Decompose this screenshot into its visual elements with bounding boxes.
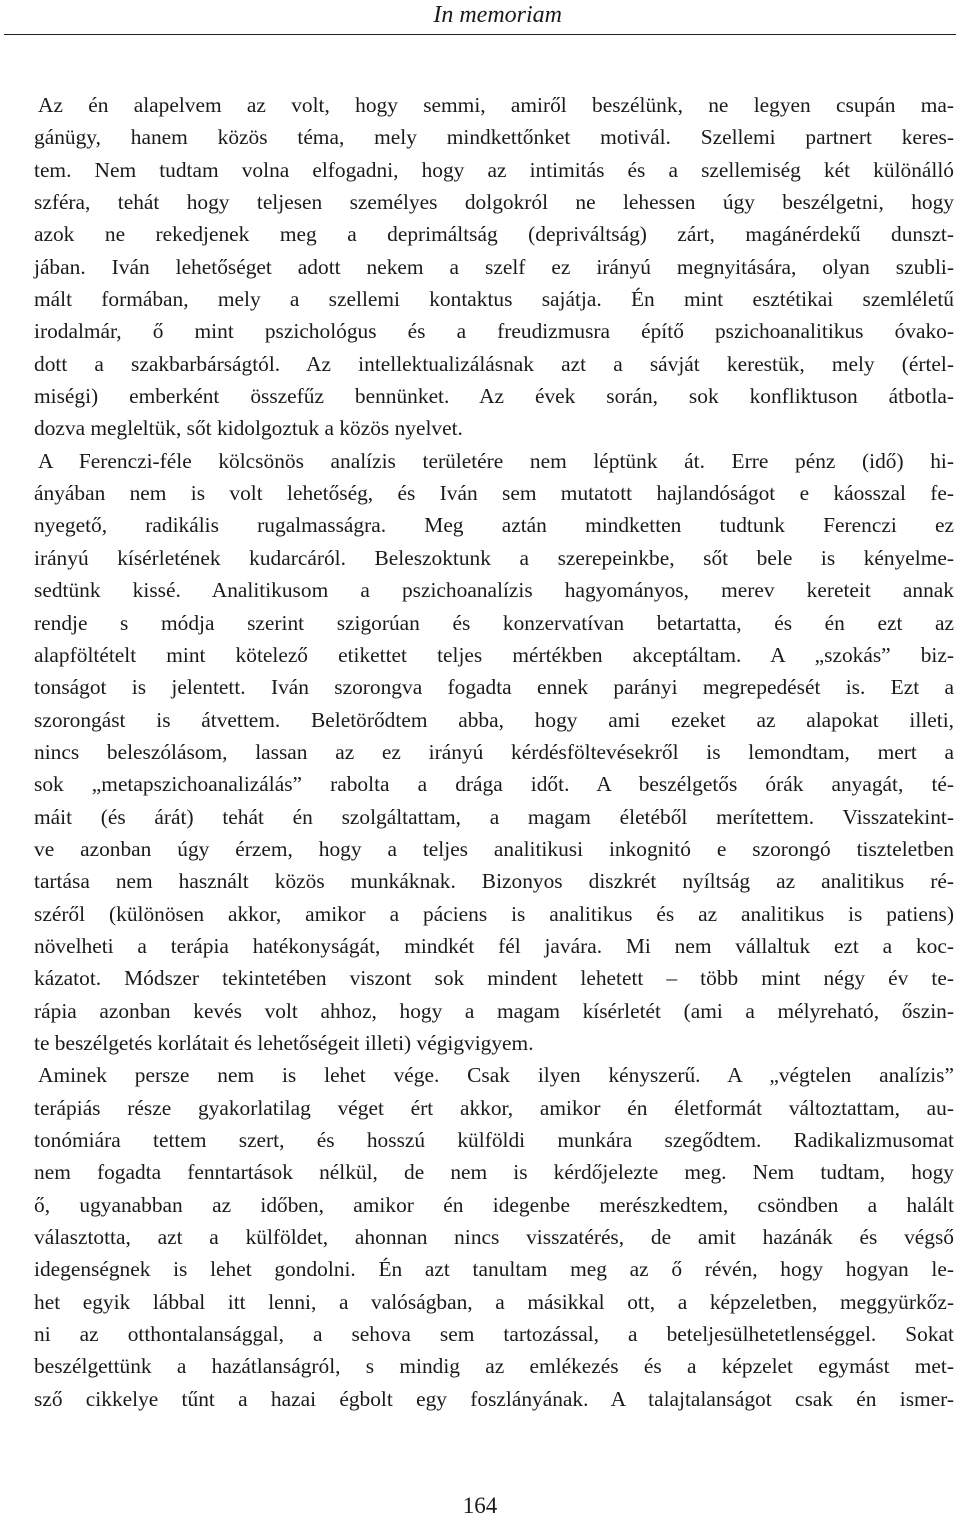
page-number: 164 — [462, 1493, 498, 1518]
running-head — [0, 0, 960, 36]
text-line: alapföltételt mint kötelező etikettet teljes mértékben akceptáltam. A „szokás” biz- — [34, 642, 954, 667]
text-line: azok ne rekedjenek meg a deprimáltság (depriváltság) zárt, magánérdekű dunszt- — [34, 222, 954, 247]
text-line: het egyik lábbal itt lenni, a valóságban, a másikkal ott, a képzeletben, meggyürkőz- — [34, 1289, 954, 1314]
text-line: beszélgettünk a hazátlanságról, s mindig az emlékezés és a képzelet egymást met- — [34, 1354, 954, 1379]
text-line: növelheti a terápia hatékonyságát, mindkét fél javára. Mi nem vállaltuk ezt a koc- — [34, 933, 954, 958]
text-line: nyegető, radikális rugalmasságra. Meg aztán mindketten tudtunk Ferenczi ez — [34, 513, 954, 538]
text-line: nincs beleszólásom, lassan az ez irányú kérdésföltevésekről is lemondtam, mert a — [34, 739, 954, 764]
text-line: ő, ugyanabban az időben, amikor én idegenbe merészkedtem, csöndben a halált — [34, 1192, 954, 1217]
text-line: tartása nem használt közös munkáknak. Bizonyos diszkrét nyíltság az analitikus ré- — [34, 869, 954, 894]
text-line: sedtünk kissé. Analitikusom a pszichoanalízis hagyományos, merev kereteit annak — [34, 578, 954, 603]
text-line: nem fogadta fenntartások nélkül, de nem is kérdőjelezte meg. Nem tudtam, hogy — [34, 1160, 954, 1185]
text-line: jában. Iván lehetőséget adott nekem a szelf ez irányú megnyitására, olyan szubli- — [34, 254, 954, 279]
text-line: A Ferenczi-féle kölcsönös analízis területére nem léptünk át. Erre pénz (idő) hi- — [38, 448, 954, 473]
text-line: ni az otthontalansággal, a sehova sem tartozással, a beteljesülhetetlenséggel. Sokat — [34, 1322, 954, 1347]
text-line: tem. Nem tudtam volna elfogadni, hogy az intimitás és a szellemiség két különálló — [34, 157, 954, 182]
text-line: rápia azonban kevés volt ahhoz, hogy a magam kísérletét (ami a mélyreható, őszin- — [34, 998, 954, 1023]
text-line: ve azonban úgy érzem, hogy a teljes analitikusi inkognitó e szorongó tiszteletben — [34, 836, 954, 861]
text-line: te beszélgetés korlátait és lehetőségeit illeti) végigvigyem. — [34, 1030, 534, 1055]
text-line: dott a szakbarbárságtól. Az intellektualizálásnak azt a sávját kerestük, mely (értel- — [34, 351, 954, 376]
text-line: idegenségnek is lehet gondolni. Én azt tanultam meg az ő révén, hogy hogyan le- — [34, 1257, 954, 1282]
paragraph-2 — [34, 445, 954, 1060]
running-head-title: In memoriam — [433, 2, 562, 28]
text-line: tonságot is jelentett. Iván szorongva fogadta ennek parányi megrepedését is. Ezt a — [34, 675, 954, 700]
text-line: kázatot. Módszer tekintetében viszont sok mindent lehetett – több mint négy év te- — [34, 966, 954, 991]
paragraph-3 — [34, 1059, 954, 1415]
text-line: rendje s módja szerint szigorúan és konzervatívan betartatta, és én ezt az — [34, 610, 954, 635]
text-line: irányú kísérletének kudarcáról. Beleszoktunk a szerepeinkbe, sőt bele is kényelme- — [34, 545, 954, 570]
text-line: sző cikkelye tűnt a hazai égbolt egy foszlányának. A talajtalanságot csak én ismer- — [34, 1386, 954, 1411]
header-rule — [4, 34, 956, 35]
text-line: miségi) emberként összefűz bennünket. Az évek során, sok konfliktuson átbotla- — [34, 384, 954, 409]
text-line: dozva megleltük, sőt kidolgoztuk a közös nyelvet. — [34, 416, 463, 441]
text-line: sok „metapszichoanalizálás” rabolta a drága időt. A beszélgetős órák anyagát, té- — [34, 772, 954, 797]
text-line: szféra, tehát hogy teljesen személyes dolgokról ne lehessen úgy beszélgetni, hogy — [34, 190, 954, 215]
text-line: választotta, azt a külföldet, ahonnan nincs visszatérés, de amit hazánák és végső — [34, 1225, 954, 1250]
text-line: Aminek persze nem is lehet vége. Csak ilyen kényszerű. A „végtelen analízis” — [38, 1063, 954, 1088]
text-line: ányában nem is volt lehetőség, és Iván sem mutatott hajlandóságot e káosszal fe- — [34, 481, 954, 506]
body-text — [34, 89, 954, 1415]
text-line: tonómiára tettem szert, és hosszú külföldi munkára szegődtem. Radikalizmusomat — [34, 1128, 954, 1152]
text-line: irodalmár, ő mint pszichológus és a freudizmusra építő pszichoanalitikus óvako- — [34, 319, 954, 344]
text-line: terápiás része gyakorlatilag véget ért akkor, amikor én életformát változtattam, au- — [34, 1095, 954, 1120]
text-line: szorongást is átvettem. Beletörődtem abba, hogy ami ezeket az alapokat illeti, — [34, 707, 954, 732]
text-line: Az én alapelvem az volt, hogy semmi, amiről beszélünk, ne legyen csupán ma- — [38, 93, 954, 117]
text-line: gánügy, hanem közös téma, mely mindkettőnket motivál. Szellemi partnert keres- — [34, 125, 954, 150]
text-line: mált formában, mely a szellemi kontaktus sajátja. Én mint esztétikai szemléletű — [34, 287, 954, 312]
text-line: máit (és árát) tehát én szolgáltattam, a magam életéből merítettem. Visszatekint- — [34, 804, 954, 829]
text-line: széről (különösen akkor, amikor a páciens is analitikus és az analitikus is patiens) — [34, 901, 954, 926]
paragraph-1 — [34, 89, 954, 445]
